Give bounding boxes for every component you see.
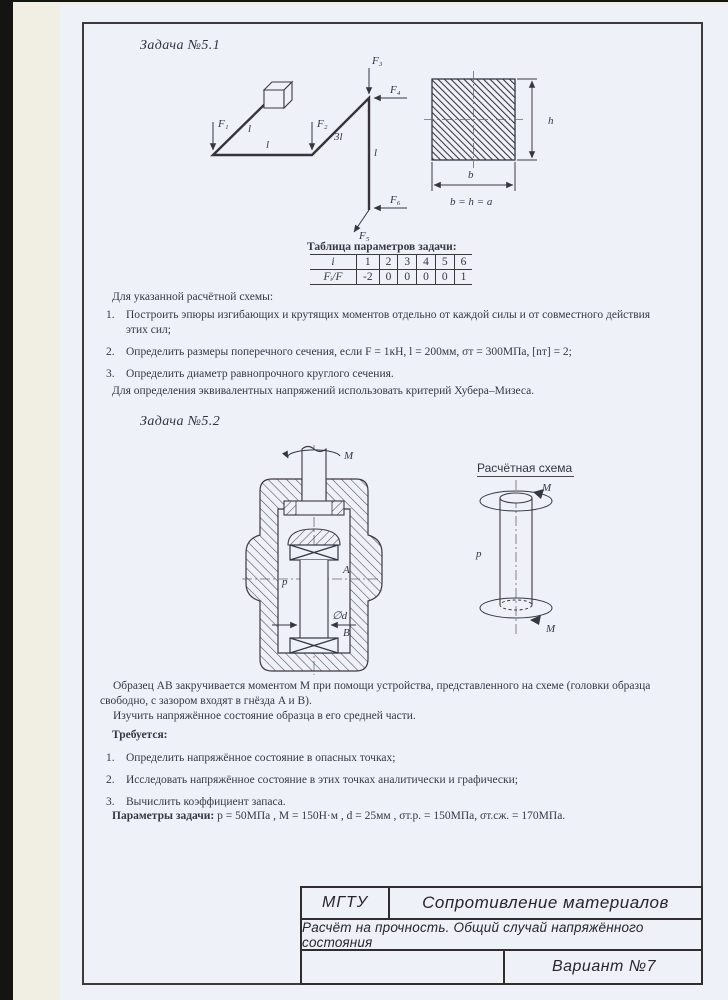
list-item-text: Определить напряжённое состояние в опасных точках; <box>126 752 396 764</box>
task1-requirements-list <box>106 308 662 389</box>
required-label: Требуется: <box>112 729 168 741</box>
parameters-values: p = 50МПа , M = 150Н·м , d = 25мм , σт.р. = 150МПа, σт.сж. = 170МПа. <box>217 810 566 822</box>
bushing-right <box>332 501 344 515</box>
length-label-incline: 3l <box>334 131 343 143</box>
length-label-diag: l <box>248 123 252 135</box>
task2-title: Задача №5.2 <box>140 414 221 429</box>
task1-intro: Для указанной расчётной схемы: <box>112 291 274 303</box>
calculation-scheme <box>462 458 642 663</box>
task2-paragraph-2: Изучить напряжённое состояние образца в его средней части. <box>113 710 416 722</box>
table-cell: 0 <box>398 270 417 285</box>
table-cell: 1 <box>357 255 380 270</box>
table-cell: 5 <box>435 255 454 270</box>
moment-label: M <box>344 450 354 462</box>
title-block-variant: Вариант №7 <box>551 958 657 975</box>
title-block-empty-cell <box>302 951 505 983</box>
table-cell: -2 <box>357 270 380 285</box>
task2-parameters <box>112 810 565 822</box>
title-block <box>300 886 703 985</box>
force-label-f4: F₄ <box>390 84 401 96</box>
list-item <box>106 308 662 338</box>
list-item <box>106 367 662 382</box>
dim-label-h: h <box>548 115 554 127</box>
list-item-number: 3. <box>106 368 115 380</box>
parameters-label: Параметры задачи: <box>112 810 215 822</box>
list-item <box>106 345 662 360</box>
force-label-f3: F₃ <box>372 55 383 67</box>
point-a-label: A <box>343 564 350 576</box>
list-item-number: 1. <box>106 309 115 321</box>
drive-shaft <box>302 447 326 502</box>
table-cell: 3 <box>398 255 417 270</box>
table-cell: 6 <box>454 255 472 270</box>
list-item-text: Определить диаметр равнопрочного круглого сечения. <box>126 368 394 380</box>
list-item-number: 3. <box>106 796 115 808</box>
device-diagram <box>222 443 407 678</box>
list-item-text: Исследовать напряжённое состояние в этих точках аналитически и графически; <box>126 774 518 786</box>
scheme-moment-top-label: M <box>542 482 552 494</box>
list-item <box>106 751 662 766</box>
point-b-label: B <box>343 627 350 639</box>
length-label-vert: l <box>374 147 378 159</box>
scheme-moment-bottom-label: M <box>546 623 556 635</box>
list-item-text: Вычислить коэффициент запаса. <box>126 796 286 808</box>
title-block-subtitle: Расчёт на прочность. Общий случай напряжённого состояния <box>302 918 701 949</box>
force-arrows <box>213 68 407 232</box>
table-cell: i <box>310 255 357 270</box>
force-label-f2: F₂ <box>317 118 328 130</box>
specimen-rod <box>300 560 328 638</box>
list-item-number: 2. <box>106 774 115 786</box>
cross-section-diagram <box>424 66 564 216</box>
task2-paragraph-1: Образец AB закручивается моментом M при помощи устройства, представленного на схеме (головки образца свободно, с зазором входят в гнёзда A и B). <box>100 680 651 707</box>
force-diagram <box>178 44 428 244</box>
task1-note: Для определения эквивалентных напряжений использовать критерий Хубера–Мизеса. <box>112 385 535 397</box>
parameters-table <box>310 254 472 285</box>
table-header-row <box>310 255 472 270</box>
section-equation: b = h = a <box>450 196 493 208</box>
specimen-head-b <box>290 638 338 653</box>
task2-requirements-list <box>106 751 662 817</box>
bushing-left <box>284 501 296 515</box>
list-item-number: 1. <box>106 752 115 764</box>
table-cell: 0 <box>379 270 398 285</box>
table-data-row <box>310 270 472 285</box>
list-item-number: 2. <box>106 346 115 358</box>
table-cell: 0 <box>435 270 454 285</box>
force-label-f1: F₁ <box>218 118 229 130</box>
cylinder-top <box>500 493 532 503</box>
length-label-horiz: l <box>266 139 270 151</box>
force-label-f5: F₅ <box>359 230 370 242</box>
scheme-pressure-label: p <box>476 548 482 560</box>
title-block-org: МГТУ <box>302 888 390 918</box>
force-label-f6: F₆ <box>390 194 401 206</box>
list-item <box>106 795 662 810</box>
list-item-text: Определить размеры поперечного сечения, если F = 1кН, l = 200мм, σт = 300МПа, [nт] = 2; <box>126 346 572 358</box>
specimen-head-a <box>290 545 338 560</box>
table-caption: Таблица параметров задачи: <box>307 241 457 253</box>
diameter-label: ∅d <box>332 610 348 622</box>
table-cell: 2 <box>379 255 398 270</box>
table-cell: 1 <box>454 270 472 285</box>
title-block-subject: Сопротивление материалов <box>422 893 669 912</box>
list-item <box>106 773 662 788</box>
dim-label-b: b <box>468 169 474 181</box>
pressure-label: p <box>282 576 288 588</box>
task1-title: Задача №5.1 <box>140 38 221 53</box>
title-block-bottom-row <box>302 949 701 983</box>
scheme-title: Расчётная схема <box>477 461 573 475</box>
frame-member <box>213 98 369 210</box>
table-cell: 4 <box>417 255 436 270</box>
table-cell: Fᵢ/F <box>310 270 357 285</box>
socket-dome <box>288 529 340 545</box>
list-item-text: Построить эпюры изгибающих и крутящих моментов отдельно от каждой силы и от совместного действия этих сил; <box>126 309 651 336</box>
table-cell: 0 <box>417 270 436 285</box>
support-cube-icon <box>264 82 292 108</box>
